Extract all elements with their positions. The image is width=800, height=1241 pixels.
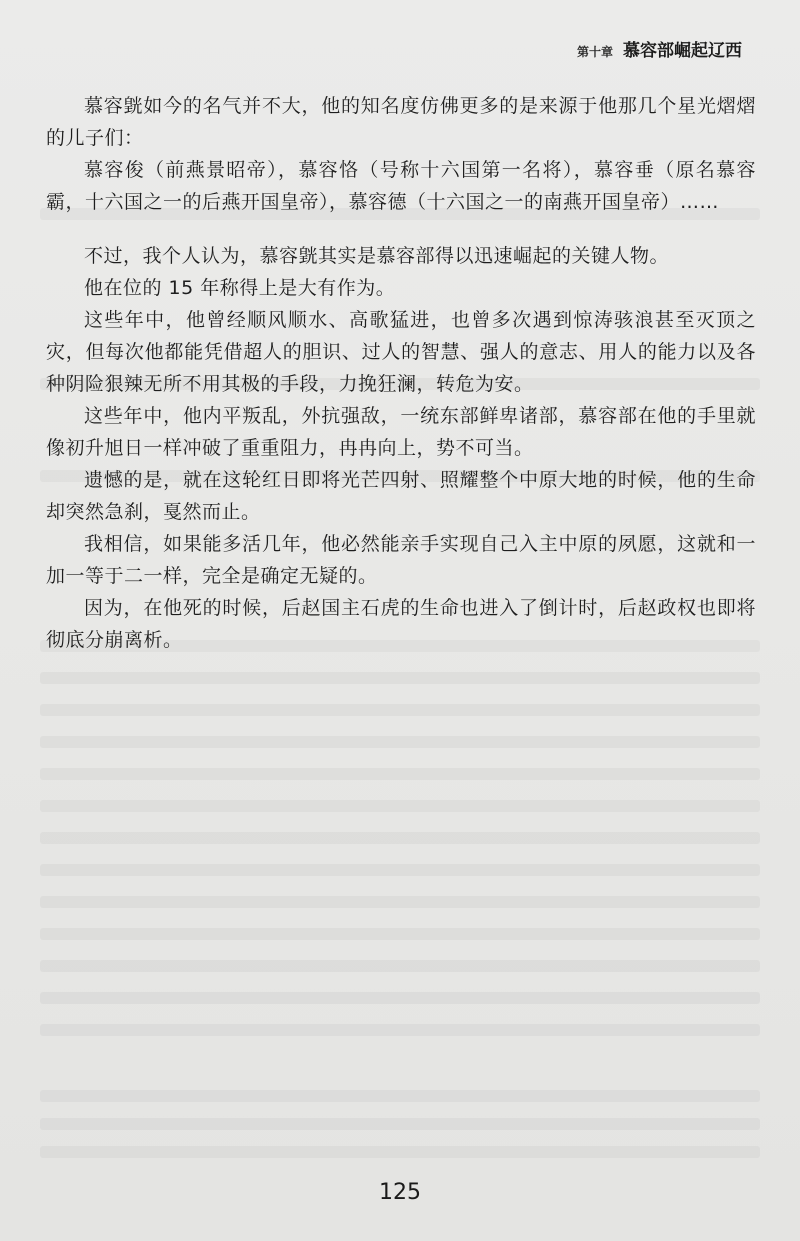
bleed-through-line xyxy=(40,1118,760,1130)
paragraph: 遗憾的是，就在这轮红日即将光芒四射、照耀整个中原大地的时候，他的生命却突然急刹，戛然而止。 xyxy=(46,469,756,523)
bleed-through-line xyxy=(40,704,760,716)
page-number: 125 xyxy=(379,1180,421,1205)
bleed-through-line xyxy=(40,768,760,780)
body-text xyxy=(46,90,756,656)
bleed-through-line xyxy=(40,736,760,748)
paragraph: 因为，在他死的时候，后赵国主石虎的生命也进入了倒计时，后赵政权也即将彻底分崩离析。 xyxy=(46,597,756,651)
bleed-through-line xyxy=(40,1146,760,1158)
bleed-through-line xyxy=(40,992,760,1004)
bleed-through-line xyxy=(40,800,760,812)
paragraph: 这些年中，他内平叛乱，外抗强敌，一统东部鲜卑诸部，慕容部在他的手里就像初升旭日一样冲破了重重阻力，冉冉向上，势不可当。 xyxy=(46,405,756,459)
bleed-through-line xyxy=(40,896,760,908)
paragraph: 我相信，如果能多活几年，他必然能亲手实现自己入主中原的夙愿，这就和一加一等于二一样，完全是确定无疑的。 xyxy=(46,533,756,587)
paragraph: 慕容皝如今的名气并不大，他的知名度仿佛更多的是来源于他那几个星光熠熠的儿子们： xyxy=(46,95,756,149)
paragraph: 不过，我个人认为，慕容皝其实是慕容部得以迅速崛起的关键人物。 xyxy=(84,245,670,267)
running-header xyxy=(577,36,742,61)
chapter-label: 第十章 xyxy=(576,45,613,59)
paragraph: 慕容俊（前燕景昭帝），慕容恪（号称十六国第一名将），慕容垂（原名慕容霸，十六国之一的后燕开国皇帝），慕容德（十六国之一的南燕开国皇帝）…… xyxy=(46,159,756,213)
paragraph: 他在位的 15 年称得上是大有作为。 xyxy=(84,277,396,299)
bleed-through-line xyxy=(40,864,760,876)
paragraph: 这些年中，他曾经顺风顺水、高歌猛进，也曾多次遇到惊涛骇浪甚至灭顶之灾，但每次他都能凭借超人的胆识、过人的智慧、强人的意志、用人的能力以及各种阴险狠辣无所不用其极的手段，力挽狂澜，转危为安。 xyxy=(46,309,756,395)
bleed-through-line xyxy=(40,1090,760,1102)
bleed-through-line xyxy=(40,1024,760,1036)
bleed-through-line xyxy=(40,960,760,972)
bleed-through-line xyxy=(40,672,760,684)
bleed-through-line xyxy=(40,832,760,844)
chapter-title: 慕容部崛起辽西 xyxy=(623,41,742,61)
bleed-through-line xyxy=(40,928,760,940)
